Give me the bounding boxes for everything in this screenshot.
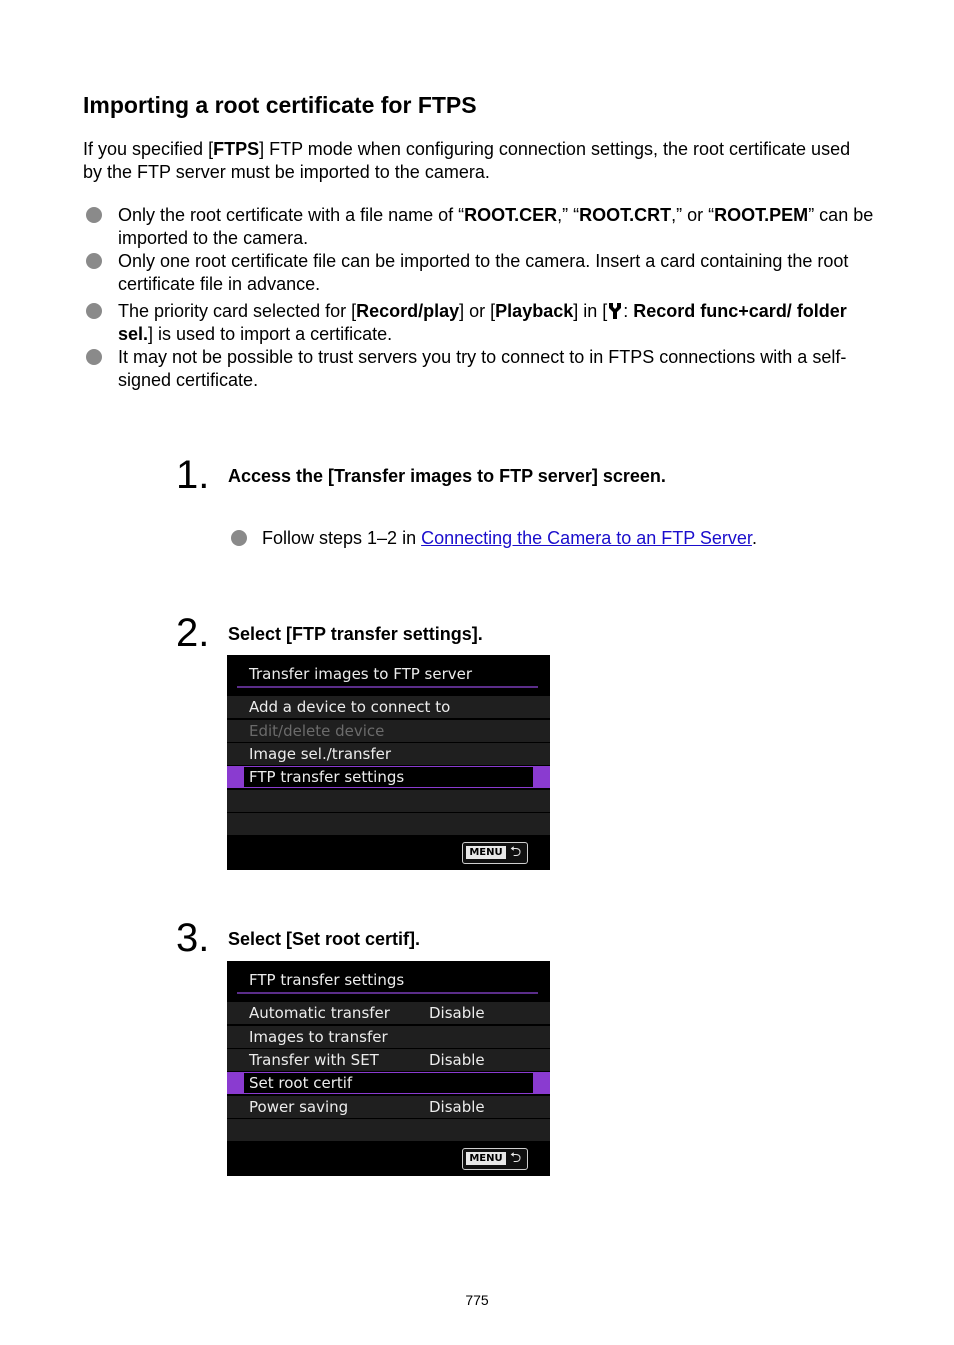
menu-item-edit-delete-device: Edit/delete device — [227, 720, 550, 742]
menu-item-empty — [227, 813, 550, 835]
bullet-self-signed: It may not be possible to trust servers you try to connect to in FTPS connections with a self-signed certificate. — [118, 347, 847, 390]
intro-paragraph: If you specified [FTPS] FTP mode when configuring connection settings, the root certificate used by the FTP server must be imported to the camera. — [83, 139, 851, 182]
page-title: Importing a root certificate for FTPS — [83, 92, 477, 118]
menu-item-empty — [227, 1119, 550, 1141]
step-title-1: Access the [Transfer images to FTP server] screen. — [228, 466, 666, 486]
step1-note: Follow steps 1–2 in Connecting the Camera to an FTP Server. — [262, 528, 757, 548]
bullet-dot — [231, 530, 247, 546]
menu-item-image-sel-transfer[interactable]: Image sel./transfer — [227, 743, 550, 765]
step-number-2: 2. — [176, 611, 210, 655]
step-title-3: Select [Set root certif]. — [228, 929, 421, 949]
bullet-dot — [86, 349, 102, 365]
menu-item-power-saving[interactable]: Power saving Disable — [227, 1096, 550, 1118]
screen-title: FTP transfer settings — [249, 971, 405, 989]
page-number: 775 — [465, 1292, 489, 1308]
back-arrow-icon: ⮌ — [510, 1150, 522, 1166]
ftp-connection-link[interactable]: Connecting the Camera to an FTP Server — [421, 528, 752, 548]
screen-title-underline — [237, 686, 538, 688]
menu-back-button[interactable]: MENU ⮌ — [462, 1148, 528, 1170]
screen-title: Transfer images to FTP server — [249, 665, 473, 683]
menu-item-images-to-transfer[interactable]: Images to transfer — [227, 1026, 550, 1048]
step-number-1: 1. — [176, 453, 210, 497]
screen-title-underline — [237, 992, 538, 994]
camera-screen-ftp-transfer-settings — [227, 961, 550, 1176]
bullet-dot — [86, 253, 102, 269]
bullet-one-file: Only one root certificate file can be imported to the camera. Insert a card containing the root certificate file in advance. — [118, 251, 849, 294]
step-number-3: 3. — [176, 916, 210, 960]
bullet-dot — [86, 303, 102, 319]
wrench-icon — [607, 302, 623, 320]
menu-item-empty — [227, 790, 550, 812]
menu-item-transfer-with-set[interactable]: Transfer with SET Disable — [227, 1049, 550, 1071]
bullet-filename: Only the root certificate with a file name of “ROOT.CER,” “ROOT.CRT,” or “ROOT.PEM” can be imported to the camera. — [118, 205, 874, 248]
menu-item-ftp-transfer-settings[interactable]: FTP transfer settings — [227, 766, 550, 788]
step-title-2: Select [FTP transfer settings]. — [228, 624, 483, 644]
bullet-priority-card: The priority card selected for [Record/play] or [Playback] in [ : Record func+card/ folder sel.] is used to import a certificate. — [118, 301, 847, 344]
menu-item-set-root-certif[interactable]: Set root certif — [227, 1072, 550, 1094]
back-arrow-icon: ⮌ — [510, 844, 522, 860]
bullet-dot — [86, 207, 102, 223]
menu-item-automatic-transfer[interactable]: Automatic transfer Disable — [227, 1002, 550, 1024]
menu-back-button[interactable]: MENU ⮌ — [462, 842, 528, 864]
menu-item-add-device[interactable]: Add a device to connect to — [227, 696, 550, 718]
camera-screen-transfer-images — [227, 655, 550, 870]
